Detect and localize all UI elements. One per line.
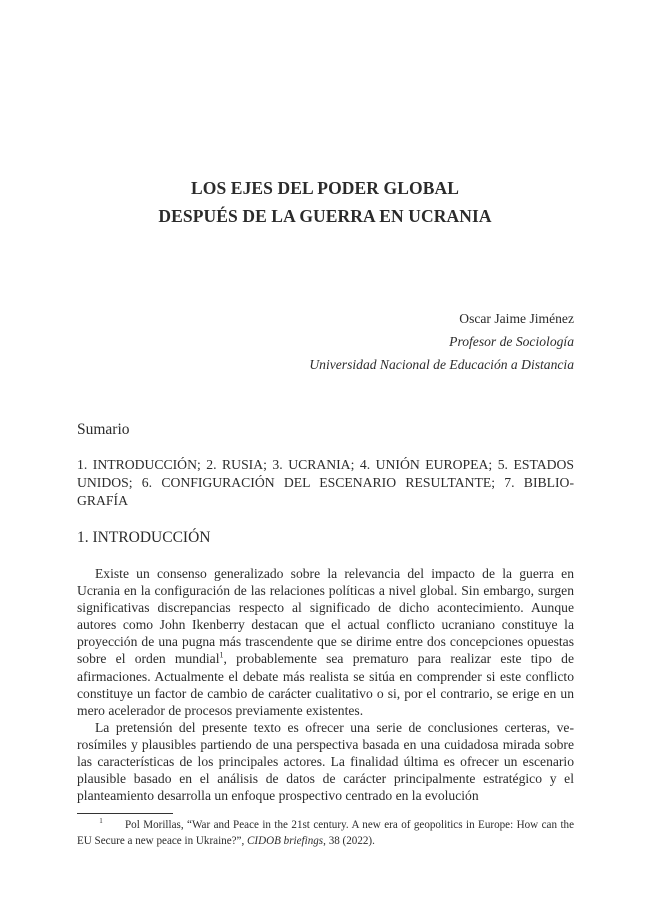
summary-heading: Sumario bbox=[77, 421, 130, 438]
footnote-separator bbox=[77, 813, 173, 814]
paragraph-2: La pretensión del presente texto es ofrecer una serie de conclusiones certeras, verosímiles y plausibles partiendo de una perspectiva basada en una cuidadosa mirada sobre las características de los principales actores. La finalidad última es ofrecer un escenario plausible basado en el análisis de datos de carácter principalmente estratégico y el planteamiento desarrolla un enfoque prospectivo centrado en la evolución bbox=[77, 719, 574, 804]
paragraph-1-text-b: , probablemente sea prematuro para realizar este tipo de afirmaciones. Actualmente el debate más realista se sitúa en comprender si este conflicto constituye un factor de cambio de carácter cualitativo o si, por el contrario, se erige en un mero acelerador de procesos previamente existentes. bbox=[77, 651, 574, 718]
author-institution: Universidad Nacional de Educación a Distancia bbox=[309, 357, 574, 372]
article-title-line-2: DESPUÉS DE LA GUERRA EN UCRANIA bbox=[158, 206, 492, 226]
paragraph-1-text-a: Existe un consenso generalizado sobre la relevancia del impacto de la guerra en Ucrania en la configuración de las relaciones políticas a nivel global. Sin embargo, surgen significativas discrepancias respecto al significado de dicho acontecimiento. Aunque autores como John Ikenberry destacan que el actual conflicto ucraniano constituye la proyección de una pugna más trascendente que se dirime entre dos concepciones opuestas sobre el orden mundial bbox=[77, 566, 574, 667]
section-body bbox=[77, 565, 574, 804]
footnote-text-a: Pol Morillas, “War and Peace in the 21st century. A new era of geopolitics in Europe: How can the EU Secure a new peace in Ukraine?”, bbox=[77, 819, 574, 847]
author-name: Oscar Jaime Jiménez bbox=[459, 311, 574, 326]
footnote-journal: CIDOB briefings bbox=[247, 834, 324, 847]
author-position: Profesor de Sociología bbox=[449, 334, 574, 349]
footnote-text-b: , 38 (2022). bbox=[323, 834, 375, 847]
footnote: 1 Pol Morillas, “War and Peace in the 21st century. A new era of geopolitics in Europe: How can the EU Secure a new peace in Ukraine?”, CIDOB briefings, 38 (2022). bbox=[77, 817, 574, 847]
footnote-reference[interactable]: 1 bbox=[219, 650, 224, 660]
article-title-line-1: LOS EJES DEL PODER GLOBAL bbox=[191, 178, 459, 198]
section-heading-introduction: 1. INTRODUCCIÓN bbox=[77, 529, 211, 546]
summary-text: 1. INTRODUCCIÓN; 2. RUSIA; 3. UCRANIA; 4. UNIÓN EUROPEA; 5. ESTADOS UNIDOS; 6. CONFIGURACIÓN DEL ESCENARIO RESULTANTE; 7. BIBLIOGRAFÍA bbox=[77, 457, 574, 508]
paragraph-1 bbox=[77, 565, 574, 719]
